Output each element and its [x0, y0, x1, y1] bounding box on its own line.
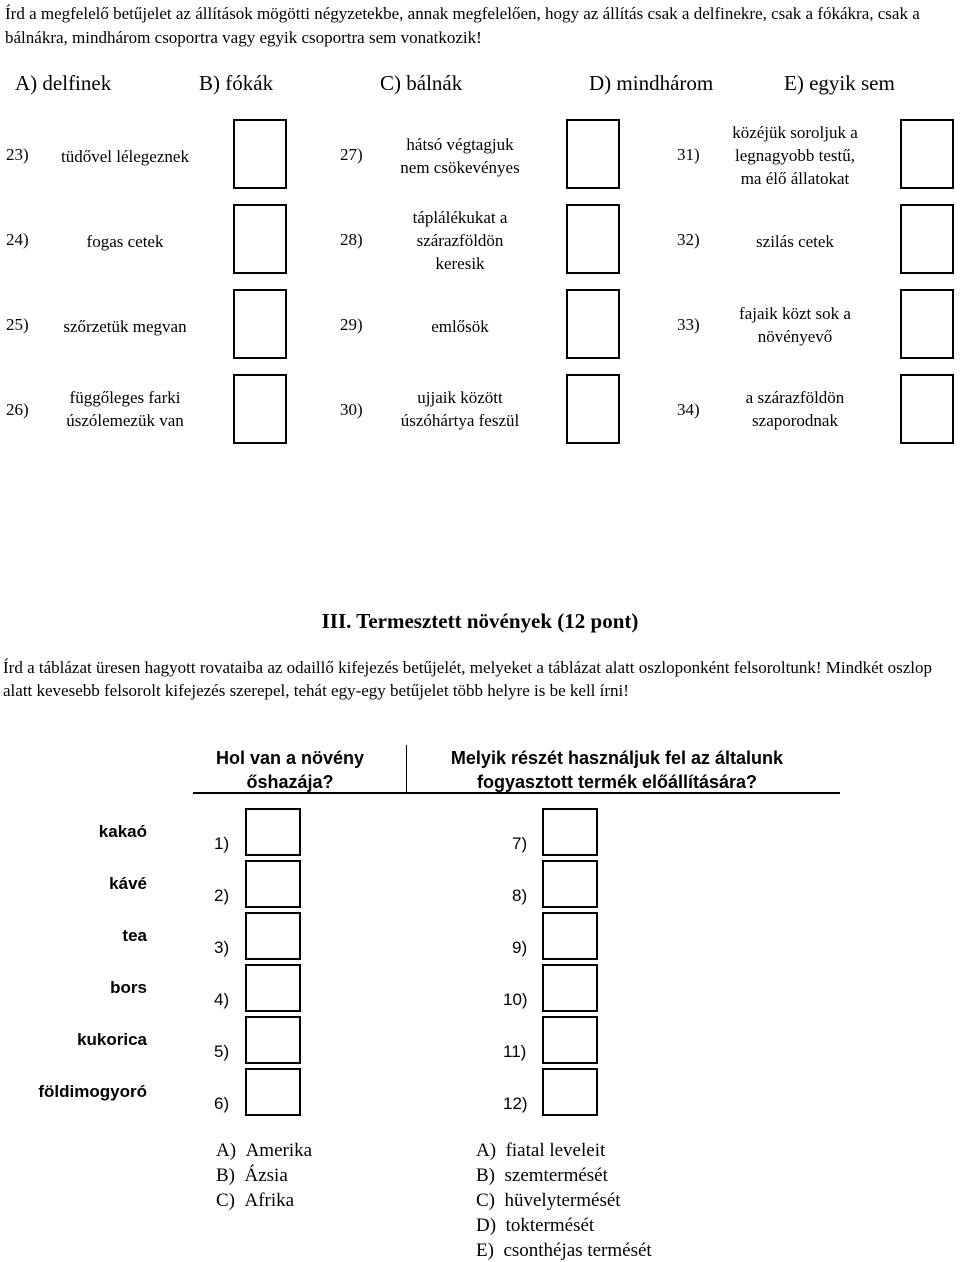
item-text — [710, 302, 880, 348]
item-text-line: közéjük soroljuk a — [732, 123, 858, 142]
legend-letter: A) — [476, 1140, 497, 1161]
answer-box-23[interactable] — [233, 119, 287, 189]
row-number: 11) — [503, 1042, 527, 1061]
crop-label: kávé — [109, 874, 147, 893]
answer-box-1[interactable] — [245, 808, 301, 856]
item-number: 31) — [677, 145, 700, 164]
row-number: 5) — [214, 1042, 230, 1061]
instruction-text: Írd a megfelelő betűjelet az állítások mögötti négyzetekbe, annak megfelelően, hogy az állítás csak a delfinekre, csak a fókákra, csak a bálnákra, mindhárom csoportra vagy egyik csoportra sem vonatkozik! — [5, 4, 920, 47]
answer-box-33[interactable] — [900, 289, 954, 359]
answer-box-31[interactable] — [900, 119, 954, 189]
row-number: 7) — [512, 834, 528, 853]
legend-part-item — [476, 1140, 605, 1162]
answer-box-26[interactable] — [233, 374, 287, 444]
row-number: 2) — [214, 886, 230, 905]
legend-part-item — [476, 1190, 621, 1212]
item-text-line: úszólemezük van — [66, 411, 184, 430]
answer-box-28[interactable] — [566, 204, 620, 274]
item-text-line: ma élő állatokat — [740, 169, 850, 188]
item-text — [710, 386, 880, 432]
crop-label: földimogyoró — [38, 1082, 147, 1101]
item-text-line: legnagyobb testű, — [735, 146, 855, 165]
answer-box-5[interactable] — [245, 1016, 301, 1064]
item-text-line: nem csökevényes — [400, 158, 520, 177]
answer-box-4[interactable] — [245, 964, 301, 1012]
answer-box-11[interactable] — [542, 1016, 598, 1064]
item-text-line: függőleges farki — [69, 388, 181, 407]
answer-box-29[interactable] — [566, 289, 620, 359]
answer-box-25[interactable] — [233, 289, 287, 359]
item-number: 33) — [677, 315, 700, 334]
crop-label: bors — [110, 978, 147, 997]
item-text-line: szaporodnak — [752, 411, 838, 430]
item-text-line: a szárazföldön — [745, 388, 845, 407]
section-instruction: Írd a táblázat üresen hagyott rovataiba az odaillő kifejezés betűjelét, melyeket a táblázat alatt oszloponként felsoroltunk! Mindkét oszlop alatt kevesebb felsorolt kifejezés szerepel, tehát egy-egy betűjelet több helyre is be kell írni! — [3, 658, 932, 700]
item-number: 29) — [340, 315, 363, 334]
row-number: 9) — [512, 938, 528, 957]
answer-box-9[interactable] — [542, 912, 598, 960]
item-text-line: szárazföldön — [416, 231, 504, 250]
item-text-line: ujjaik között — [417, 388, 503, 407]
item-text — [374, 133, 546, 179]
row-number: 12) — [503, 1094, 528, 1113]
item-text-line: hátsó végtagjuk — [406, 135, 514, 154]
crop-label: kukorica — [77, 1030, 147, 1049]
legend-text: Afrika — [244, 1190, 295, 1211]
header-divider — [406, 745, 407, 793]
legend-part-item — [476, 1215, 594, 1237]
item-number: 24) — [6, 230, 29, 249]
item-number: 32) — [677, 230, 700, 249]
item-text: szilás cetek — [756, 232, 834, 251]
section-title: III. Termesztett növények (12 pont) — [321, 609, 639, 633]
legend-letter: C) — [216, 1190, 235, 1211]
legend-text: Amerika — [245, 1140, 313, 1161]
legend-letter: B) — [216, 1165, 235, 1186]
legend-text: Ázsia — [244, 1165, 288, 1186]
legend-text: toktermését — [505, 1215, 595, 1236]
answer-box-7[interactable] — [542, 808, 598, 856]
item-text-line: fajaik közt sok a — [739, 304, 851, 323]
crop-label: kakaó — [98, 822, 147, 841]
item-text: emlősök — [431, 317, 489, 336]
item-number: 25) — [6, 315, 29, 334]
legend-origin-item — [216, 1165, 288, 1187]
answer-box-2[interactable] — [245, 860, 301, 908]
item-text — [374, 386, 546, 432]
item-text-line: keresik — [435, 254, 485, 273]
answer-box-12[interactable] — [542, 1068, 598, 1116]
item-text: fogas cetek — [86, 232, 164, 251]
legend-origin-item — [216, 1190, 294, 1212]
answer-box-34[interactable] — [900, 374, 954, 444]
column-header-part — [412, 746, 822, 794]
option-b: B) fókák — [199, 71, 274, 95]
header-line: Melyik részét használjuk fel az általunk — [450, 748, 784, 768]
item-text-line: növényevő — [757, 327, 833, 346]
option-a: A) delfinek — [15, 71, 112, 95]
legend-part-item — [476, 1165, 608, 1187]
item-text-line: úszóhártya feszül — [400, 411, 520, 430]
item-text: tüdővel lélegeznek — [61, 147, 189, 166]
legend-text: hüvelytermését — [504, 1190, 621, 1211]
legend-text: csonthéjas termését — [503, 1240, 652, 1261]
row-number: 3) — [214, 938, 230, 957]
header-line: Hol van a növény — [215, 748, 365, 768]
answer-box-6[interactable] — [245, 1068, 301, 1116]
item-text: szőrzetük megvan — [63, 317, 187, 336]
legend-letter: B) — [476, 1165, 495, 1186]
answer-box-24[interactable] — [233, 204, 287, 274]
legend-letter: A) — [216, 1140, 237, 1161]
row-number: 4) — [214, 990, 230, 1009]
row-number: 10) — [503, 990, 528, 1009]
item-text — [710, 121, 880, 190]
row-number: 8) — [512, 886, 528, 905]
answer-box-27[interactable] — [566, 119, 620, 189]
row-number: 1) — [214, 834, 230, 853]
option-c: C) bálnák — [380, 71, 463, 95]
item-number: 27) — [340, 145, 363, 164]
item-number: 34) — [677, 400, 700, 419]
legend-text: fiatal leveleit — [505, 1140, 606, 1161]
crop-label: tea — [122, 926, 147, 945]
item-number: 28) — [340, 230, 363, 249]
option-d: D) mindhárom — [589, 71, 714, 95]
header-underline — [193, 792, 840, 794]
item-text — [374, 206, 546, 275]
item-number: 30) — [340, 400, 363, 419]
item-number: 26) — [6, 400, 29, 419]
header-line: őshazája? — [246, 772, 334, 792]
item-text-line: táplálékukat a — [412, 208, 508, 227]
answer-box-32[interactable] — [900, 204, 954, 274]
row-number: 6) — [214, 1094, 230, 1113]
answer-box-3[interactable] — [245, 912, 301, 960]
option-e: E) egyik sem — [784, 71, 895, 95]
legend-part-item — [476, 1240, 652, 1262]
item-text — [40, 386, 210, 432]
legend-letter: E) — [476, 1240, 494, 1261]
answer-box-10[interactable] — [542, 964, 598, 1012]
legend-letter: D) — [476, 1215, 497, 1236]
answer-box-30[interactable] — [566, 374, 620, 444]
legend-origin-item — [216, 1140, 312, 1162]
item-number: 23) — [6, 145, 29, 164]
answer-box-8[interactable] — [542, 860, 598, 908]
column-header-origin — [180, 746, 400, 794]
header-line: fogyasztott termék előállítására? — [476, 772, 758, 792]
legend-letter: C) — [476, 1190, 495, 1211]
legend-text: szemtermését — [504, 1165, 608, 1186]
